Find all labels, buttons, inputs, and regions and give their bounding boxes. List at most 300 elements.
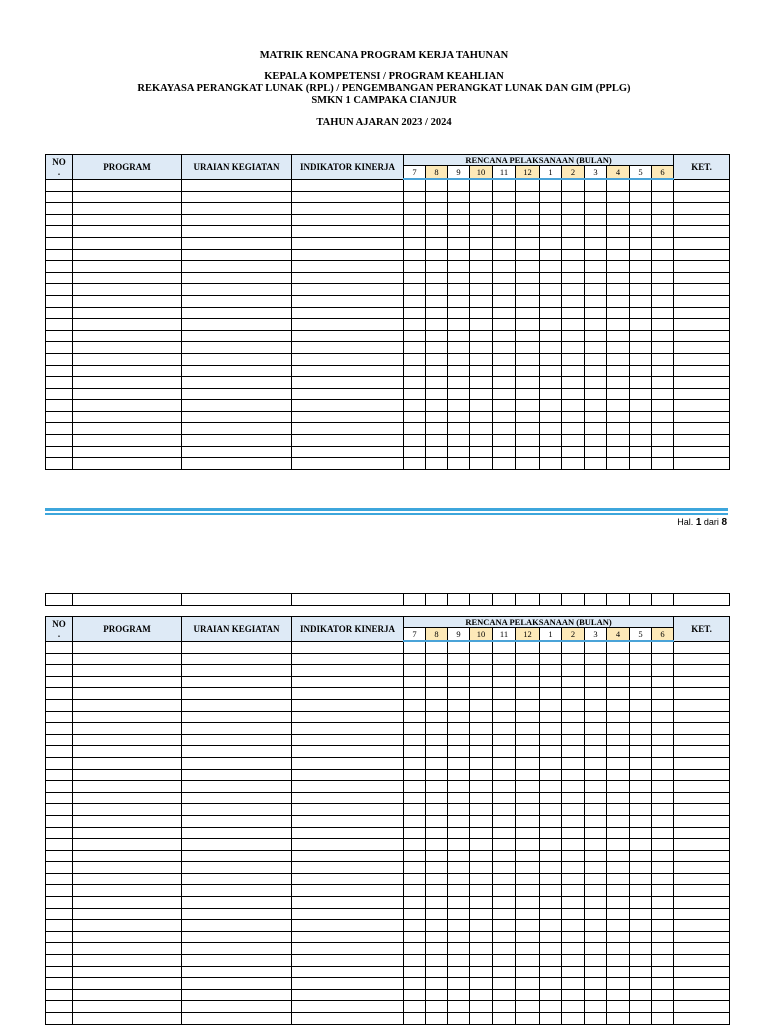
table-cell[interactable] [182, 191, 292, 203]
table-cell[interactable] [404, 885, 426, 897]
table-cell[interactable] [46, 989, 73, 1001]
table-cell[interactable] [470, 226, 493, 238]
table-cell[interactable] [540, 920, 562, 932]
table-cell[interactable] [448, 342, 470, 354]
table-cell[interactable] [562, 699, 585, 711]
table-cell[interactable] [562, 641, 585, 653]
table-cell[interactable] [73, 319, 182, 331]
table-cell[interactable] [674, 723, 730, 735]
table-cell[interactable] [652, 665, 674, 677]
table-cell[interactable] [404, 191, 426, 203]
table-cell[interactable] [674, 966, 730, 978]
table-cell[interactable] [540, 676, 562, 688]
table-cell[interactable] [585, 665, 607, 677]
table-cell[interactable] [540, 342, 562, 354]
table-cell[interactable] [493, 943, 516, 955]
table-cell[interactable] [426, 203, 448, 215]
table-cell[interactable] [426, 734, 448, 746]
table-cell[interactable] [73, 757, 182, 769]
table-cell[interactable] [585, 723, 607, 735]
table-cell[interactable] [493, 839, 516, 851]
table-cell[interactable] [516, 827, 540, 839]
table-cell[interactable] [630, 723, 652, 735]
table-cell[interactable] [516, 804, 540, 816]
table-cell[interactable] [607, 769, 630, 781]
table-cell[interactable] [630, 203, 652, 215]
table-cell[interactable] [470, 458, 493, 470]
table-cell[interactable] [607, 746, 630, 758]
table-cell[interactable] [674, 815, 730, 827]
table-cell[interactable] [73, 203, 182, 215]
table-cell[interactable] [652, 873, 674, 885]
table-cell[interactable] [674, 827, 730, 839]
table-cell[interactable] [516, 272, 540, 284]
table-cell[interactable] [470, 734, 493, 746]
table-cell[interactable] [292, 191, 404, 203]
table-cell[interactable] [652, 594, 674, 606]
table-cell[interactable] [404, 411, 426, 423]
table-cell[interactable] [493, 1013, 516, 1025]
table-cell[interactable] [426, 769, 448, 781]
table-cell[interactable] [516, 365, 540, 377]
table-cell[interactable] [470, 435, 493, 447]
table-cell[interactable] [46, 203, 73, 215]
table-cell[interactable] [674, 191, 730, 203]
table-cell[interactable] [652, 1001, 674, 1013]
table-cell[interactable] [630, 1001, 652, 1013]
table-cell[interactable] [426, 307, 448, 319]
table-cell[interactable] [652, 249, 674, 261]
table-cell[interactable] [470, 284, 493, 296]
table-cell[interactable] [562, 295, 585, 307]
table-cell[interactable] [46, 688, 73, 700]
table-cell[interactable] [73, 978, 182, 990]
table-cell[interactable] [674, 435, 730, 447]
table-cell[interactable] [470, 653, 493, 665]
table-cell[interactable] [585, 237, 607, 249]
table-cell[interactable] [404, 423, 426, 435]
table-cell[interactable] [426, 746, 448, 758]
table-cell[interactable] [448, 723, 470, 735]
table-cell[interactable] [562, 711, 585, 723]
table-cell[interactable] [404, 594, 426, 606]
table-cell[interactable] [182, 815, 292, 827]
table-cell[interactable] [73, 365, 182, 377]
table-cell[interactable] [470, 423, 493, 435]
table-cell[interactable] [404, 873, 426, 885]
table-cell[interactable] [182, 226, 292, 238]
table-cell[interactable] [182, 943, 292, 955]
table-cell[interactable] [516, 641, 540, 653]
table-cell[interactable] [73, 423, 182, 435]
table-cell[interactable] [470, 920, 493, 932]
table-cell[interactable] [46, 757, 73, 769]
table-cell[interactable] [652, 1013, 674, 1025]
table-cell[interactable] [674, 261, 730, 273]
table-cell[interactable] [630, 688, 652, 700]
table-cell[interactable] [493, 249, 516, 261]
table-cell[interactable] [674, 653, 730, 665]
table-cell[interactable] [426, 757, 448, 769]
table-cell[interactable] [404, 792, 426, 804]
table-cell[interactable] [540, 943, 562, 955]
table-cell[interactable] [540, 423, 562, 435]
table-cell[interactable] [46, 307, 73, 319]
table-cell[interactable] [470, 769, 493, 781]
table-cell[interactable] [674, 446, 730, 458]
table-cell[interactable] [652, 261, 674, 273]
table-cell[interactable] [493, 226, 516, 238]
table-cell[interactable] [585, 920, 607, 932]
table-cell[interactable] [674, 284, 730, 296]
table-cell[interactable] [493, 237, 516, 249]
table-cell[interactable] [182, 966, 292, 978]
table-cell[interactable] [493, 594, 516, 606]
table-cell[interactable] [448, 827, 470, 839]
table-cell[interactable] [448, 411, 470, 423]
table-cell[interactable] [73, 931, 182, 943]
table-cell[interactable] [540, 319, 562, 331]
table-cell[interactable] [562, 353, 585, 365]
table-cell[interactable] [674, 839, 730, 851]
table-cell[interactable] [182, 458, 292, 470]
table-cell[interactable] [562, 781, 585, 793]
table-cell[interactable] [674, 850, 730, 862]
table-cell[interactable] [182, 688, 292, 700]
table-cell[interactable] [607, 388, 630, 400]
table-cell[interactable] [630, 711, 652, 723]
table-cell[interactable] [73, 734, 182, 746]
table-cell[interactable] [562, 307, 585, 319]
table-cell[interactable] [585, 411, 607, 423]
table-cell[interactable] [426, 873, 448, 885]
table-cell[interactable] [292, 179, 404, 191]
table-cell[interactable] [516, 237, 540, 249]
table-cell[interactable] [448, 792, 470, 804]
table-cell[interactable] [448, 203, 470, 215]
table-cell[interactable] [652, 769, 674, 781]
table-cell[interactable] [404, 1013, 426, 1025]
table-cell[interactable] [652, 435, 674, 447]
table-cell[interactable] [292, 665, 404, 677]
table-cell[interactable] [585, 804, 607, 816]
table-cell[interactable] [73, 400, 182, 412]
table-cell[interactable] [73, 388, 182, 400]
table-cell[interactable] [674, 804, 730, 816]
table-cell[interactable] [674, 388, 730, 400]
table-cell[interactable] [426, 827, 448, 839]
table-cell[interactable] [470, 272, 493, 284]
table-cell[interactable] [470, 388, 493, 400]
table-cell[interactable] [585, 653, 607, 665]
table-cell[interactable] [292, 978, 404, 990]
table-cell[interactable] [46, 908, 73, 920]
table-cell[interactable] [585, 827, 607, 839]
table-cell[interactable] [674, 365, 730, 377]
table-cell[interactable] [674, 179, 730, 191]
table-cell[interactable] [607, 1013, 630, 1025]
table-cell[interactable] [674, 757, 730, 769]
table-cell[interactable] [607, 781, 630, 793]
table-cell[interactable] [292, 699, 404, 711]
table-cell[interactable] [46, 781, 73, 793]
table-cell[interactable] [448, 330, 470, 342]
table-cell[interactable] [516, 688, 540, 700]
table-cell[interactable] [562, 897, 585, 909]
table-cell[interactable] [630, 249, 652, 261]
table-cell[interactable] [426, 862, 448, 874]
table-cell[interactable] [562, 862, 585, 874]
table-cell[interactable] [182, 827, 292, 839]
table-cell[interactable] [652, 699, 674, 711]
table-cell[interactable] [562, 792, 585, 804]
table-cell[interactable] [470, 191, 493, 203]
table-cell[interactable] [46, 365, 73, 377]
table-cell[interactable] [448, 319, 470, 331]
table-cell[interactable] [73, 307, 182, 319]
table-cell[interactable] [404, 179, 426, 191]
table-cell[interactable] [540, 203, 562, 215]
table-cell[interactable] [46, 978, 73, 990]
table-cell[interactable] [470, 943, 493, 955]
table-cell[interactable] [426, 446, 448, 458]
table-cell[interactable] [182, 400, 292, 412]
table-cell[interactable] [448, 295, 470, 307]
table-cell[interactable] [607, 237, 630, 249]
table-cell[interactable] [562, 319, 585, 331]
table-cell[interactable] [470, 214, 493, 226]
table-cell[interactable] [470, 897, 493, 909]
table-cell[interactable] [73, 594, 182, 606]
table-cell[interactable] [292, 446, 404, 458]
table-cell[interactable] [426, 989, 448, 1001]
table-cell[interactable] [46, 284, 73, 296]
table-cell[interactable] [493, 804, 516, 816]
table-cell[interactable] [426, 191, 448, 203]
table-cell[interactable] [540, 781, 562, 793]
table-cell[interactable] [182, 435, 292, 447]
table-cell[interactable] [516, 699, 540, 711]
table-cell[interactable] [182, 342, 292, 354]
table-cell[interactable] [46, 295, 73, 307]
table-cell[interactable] [292, 388, 404, 400]
table-cell[interactable] [404, 653, 426, 665]
table-cell[interactable] [404, 769, 426, 781]
table-cell[interactable] [404, 665, 426, 677]
table-cell[interactable] [73, 353, 182, 365]
table-cell[interactable] [540, 330, 562, 342]
table-cell[interactable] [182, 423, 292, 435]
table-cell[interactable] [426, 423, 448, 435]
table-cell[interactable] [470, 400, 493, 412]
table-cell[interactable] [448, 179, 470, 191]
table-cell[interactable] [426, 676, 448, 688]
table-cell[interactable] [562, 203, 585, 215]
table-cell[interactable] [652, 862, 674, 874]
table-cell[interactable] [493, 815, 516, 827]
table-cell[interactable] [493, 435, 516, 447]
table-cell[interactable] [493, 792, 516, 804]
table-cell[interactable] [562, 723, 585, 735]
table-cell[interactable] [46, 723, 73, 735]
table-cell[interactable] [562, 594, 585, 606]
table-cell[interactable] [46, 746, 73, 758]
table-cell[interactable] [630, 955, 652, 967]
table-cell[interactable] [404, 446, 426, 458]
table-cell[interactable] [73, 272, 182, 284]
table-cell[interactable] [426, 804, 448, 816]
table-cell[interactable] [73, 989, 182, 1001]
table-cell[interactable] [292, 237, 404, 249]
table-cell[interactable] [46, 261, 73, 273]
table-cell[interactable] [470, 261, 493, 273]
table-cell[interactable] [73, 862, 182, 874]
table-cell[interactable] [652, 781, 674, 793]
table-cell[interactable] [540, 908, 562, 920]
table-cell[interactable] [404, 746, 426, 758]
table-cell[interactable] [585, 931, 607, 943]
table-cell[interactable] [607, 850, 630, 862]
table-cell[interactable] [630, 400, 652, 412]
table-cell[interactable] [540, 435, 562, 447]
table-cell[interactable] [630, 295, 652, 307]
table-cell[interactable] [562, 966, 585, 978]
table-cell[interactable] [630, 699, 652, 711]
table-cell[interactable] [562, 377, 585, 389]
table-cell[interactable] [630, 435, 652, 447]
table-cell[interactable] [46, 400, 73, 412]
table-cell[interactable] [493, 365, 516, 377]
table-cell[interactable] [73, 955, 182, 967]
table-cell[interactable] [585, 319, 607, 331]
table-cell[interactable] [540, 839, 562, 851]
table-cell[interactable] [585, 873, 607, 885]
table-cell[interactable] [493, 746, 516, 758]
table-cell[interactable] [562, 237, 585, 249]
table-cell[interactable] [516, 711, 540, 723]
table-cell[interactable] [292, 676, 404, 688]
table-cell[interactable] [46, 966, 73, 978]
table-cell[interactable] [652, 757, 674, 769]
table-cell[interactable] [652, 897, 674, 909]
table-cell[interactable] [470, 804, 493, 816]
table-cell[interactable] [182, 365, 292, 377]
table-cell[interactable] [674, 458, 730, 470]
table-cell[interactable] [404, 214, 426, 226]
table-cell[interactable] [182, 295, 292, 307]
table-cell[interactable] [448, 1001, 470, 1013]
table-cell[interactable] [540, 237, 562, 249]
table-cell[interactable] [540, 885, 562, 897]
table-cell[interactable] [46, 423, 73, 435]
table-cell[interactable] [448, 594, 470, 606]
table-cell[interactable] [540, 1013, 562, 1025]
table-cell[interactable] [426, 711, 448, 723]
table-cell[interactable] [630, 284, 652, 296]
table-cell[interactable] [652, 458, 674, 470]
table-cell[interactable] [292, 873, 404, 885]
table-cell[interactable] [470, 203, 493, 215]
table-cell[interactable] [630, 411, 652, 423]
table-cell[interactable] [674, 594, 730, 606]
table-cell[interactable] [630, 792, 652, 804]
table-cell[interactable] [448, 688, 470, 700]
table-cell[interactable] [292, 781, 404, 793]
table-cell[interactable] [630, 377, 652, 389]
table-cell[interactable] [562, 191, 585, 203]
table-cell[interactable] [404, 978, 426, 990]
table-cell[interactable] [182, 307, 292, 319]
table-cell[interactable] [607, 400, 630, 412]
table-cell[interactable] [516, 594, 540, 606]
table-cell[interactable] [585, 815, 607, 827]
table-cell[interactable] [585, 839, 607, 851]
table-cell[interactable] [562, 342, 585, 354]
table-cell[interactable] [607, 423, 630, 435]
table-cell[interactable] [448, 757, 470, 769]
table-cell[interactable] [607, 284, 630, 296]
table-cell[interactable] [562, 435, 585, 447]
table-cell[interactable] [607, 804, 630, 816]
table-cell[interactable] [292, 711, 404, 723]
table-cell[interactable] [46, 191, 73, 203]
table-cell[interactable] [448, 734, 470, 746]
table-cell[interactable] [516, 723, 540, 735]
table-cell[interactable] [470, 641, 493, 653]
table-cell[interactable] [46, 862, 73, 874]
table-cell[interactable] [652, 804, 674, 816]
table-cell[interactable] [182, 734, 292, 746]
table-cell[interactable] [493, 179, 516, 191]
table-cell[interactable] [630, 458, 652, 470]
table-cell[interactable] [540, 365, 562, 377]
table-cell[interactable] [585, 699, 607, 711]
table-cell[interactable] [540, 699, 562, 711]
table-cell[interactable] [46, 769, 73, 781]
table-cell[interactable] [630, 214, 652, 226]
table-cell[interactable] [585, 435, 607, 447]
table-cell[interactable] [73, 688, 182, 700]
table-cell[interactable] [426, 943, 448, 955]
table-cell[interactable] [470, 411, 493, 423]
table-cell[interactable] [516, 978, 540, 990]
table-cell[interactable] [182, 284, 292, 296]
table-cell[interactable] [607, 815, 630, 827]
table-cell[interactable] [448, 284, 470, 296]
table-cell[interactable] [73, 446, 182, 458]
table-cell[interactable] [674, 423, 730, 435]
table-cell[interactable] [607, 827, 630, 839]
table-cell[interactable] [292, 353, 404, 365]
table-cell[interactable] [585, 1013, 607, 1025]
table-cell[interactable] [562, 943, 585, 955]
table-cell[interactable] [630, 330, 652, 342]
table-cell[interactable] [448, 191, 470, 203]
table-cell[interactable] [493, 978, 516, 990]
table-cell[interactable] [674, 377, 730, 389]
table-cell[interactable] [493, 330, 516, 342]
table-cell[interactable] [182, 1001, 292, 1013]
table-cell[interactable] [292, 897, 404, 909]
table-cell[interactable] [540, 792, 562, 804]
table-cell[interactable] [426, 850, 448, 862]
table-cell[interactable] [652, 237, 674, 249]
table-cell[interactable] [562, 734, 585, 746]
table-cell[interactable] [292, 214, 404, 226]
table-cell[interactable] [73, 873, 182, 885]
table-cell[interactable] [607, 179, 630, 191]
table-cell[interactable] [585, 711, 607, 723]
